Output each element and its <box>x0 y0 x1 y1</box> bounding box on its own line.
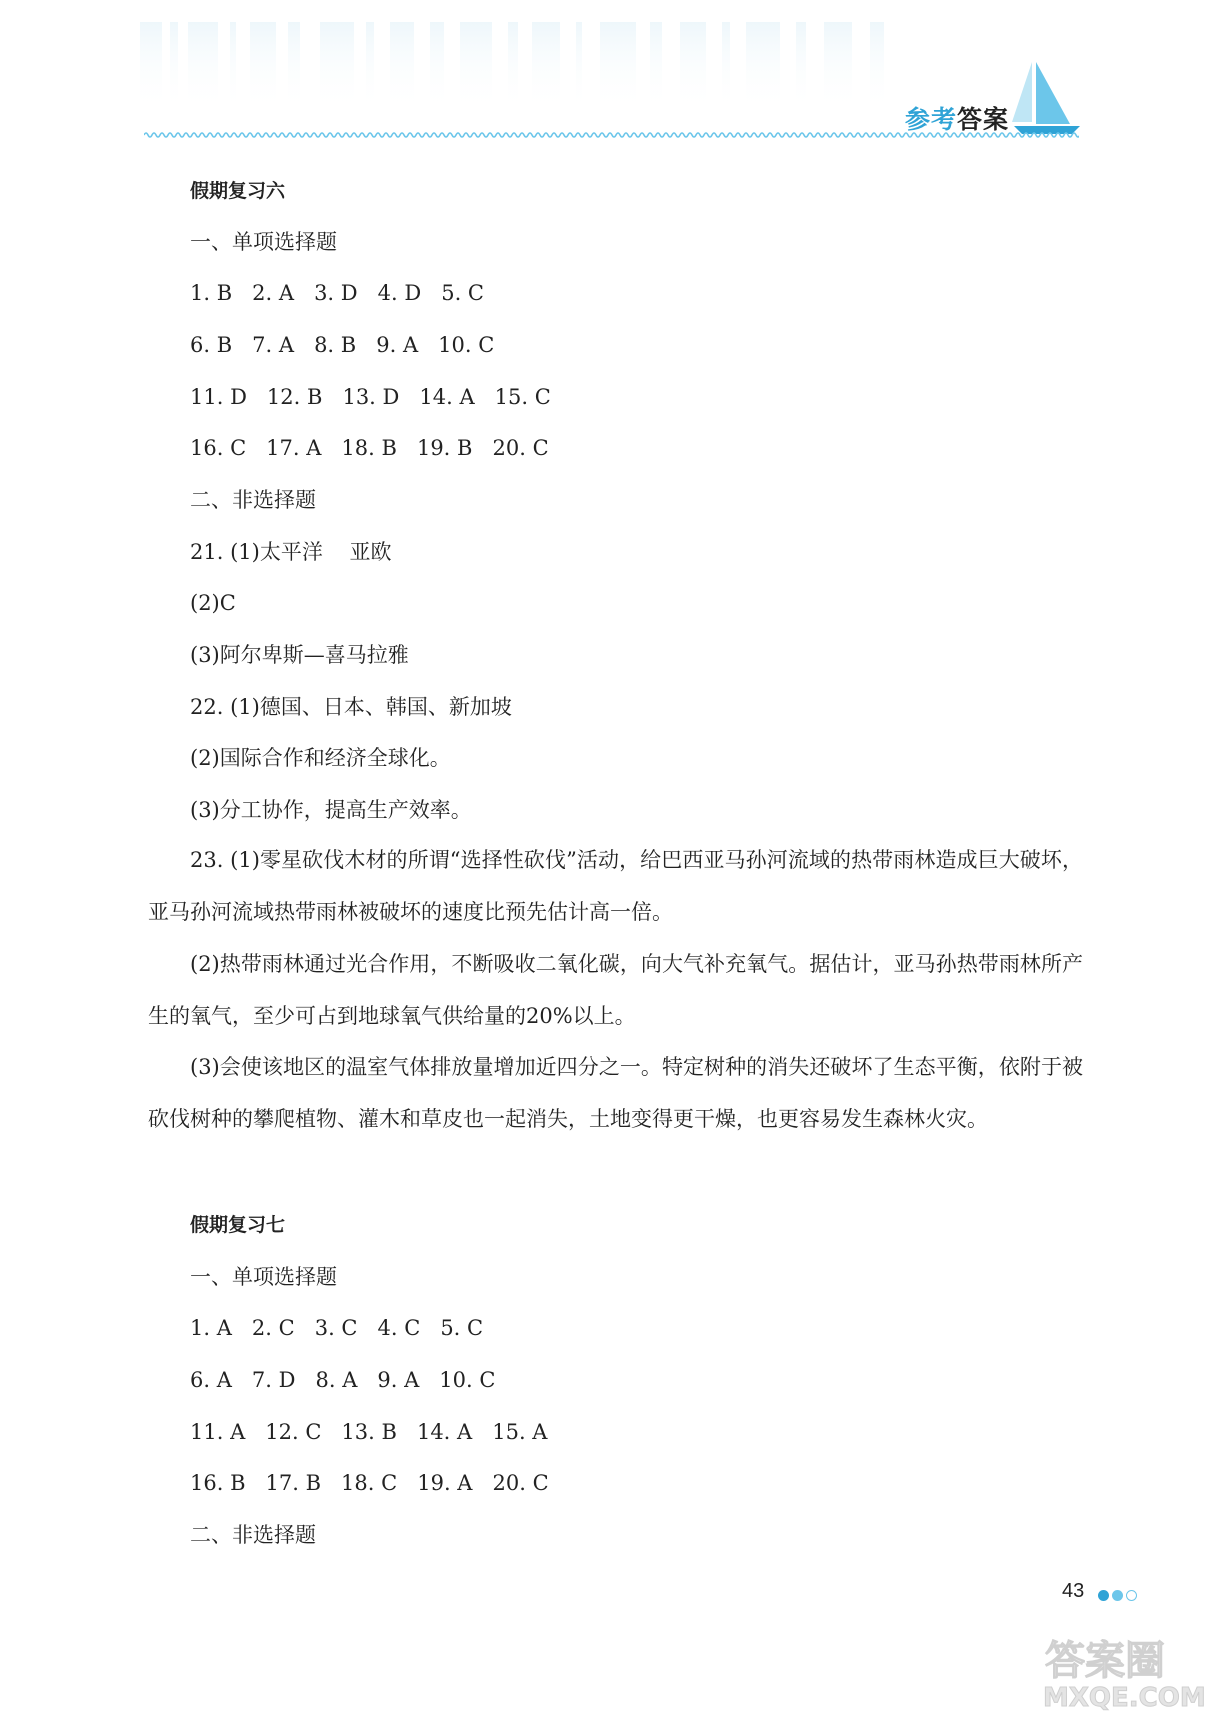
header-title-part1: 参考 <box>905 105 958 134</box>
answer-row: 16. B 17. B 18. C 19. A 20. C <box>190 1471 549 1495</box>
answer-row: 1. A 2. C 3. C 4. C 5. C <box>190 1316 484 1340</box>
answer-line: 21. (1)太平洋 亚欧 <box>190 540 392 564</box>
answer-row: 1. B 2. A 3. D 4. D 5. C <box>190 281 484 305</box>
part-heading: 二、非选择题 <box>190 1523 316 1547</box>
answer-paragraph: (3)会使该地区的温室气体排放量增加近四分之一。特定树种的消失还破坏了生态平衡，依附于被砍伐树种的攀爬植物、灌木和草皮也一起消失，土地变得更干燥，也更容易发生森林火灾。 <box>148 1055 1083 1131</box>
answer-line: 22. (1)德国、日本、韩国、新加坡 <box>190 695 512 719</box>
part-heading: 二、非选择题 <box>190 488 316 512</box>
answer-line: (2)C <box>190 591 236 615</box>
answer-row: 6. B 7. A 8. B 9. A 10. C <box>190 333 495 357</box>
answer-row: 11. D 12. B 13. D 14. A 15. C <box>190 385 551 409</box>
answer-line: (3)分工协作，提高生产效率。 <box>190 798 472 822</box>
watermark-text: MXQE.COM <box>1043 1683 1206 1712</box>
page-number: 43 <box>1062 1580 1085 1602</box>
answer-row: 16. C 17. A 18. B 19. B 20. C <box>190 436 549 460</box>
answer-row: 6. A 7. D 8. A 9. A 10. C <box>190 1368 496 1392</box>
section-title: 假期复习六 <box>190 180 286 202</box>
header-stripes <box>140 22 1040 112</box>
answer-row: 11. A 12. C 13. B 14. A 15. A <box>190 1420 548 1444</box>
site-watermark <box>1035 1630 1215 1712</box>
answer-line: (3)阿尔卑斯—喜马拉雅 <box>190 643 409 667</box>
svg-text:答案圈: 答案圈 <box>1045 1638 1165 1684</box>
answer-line: (2)国际合作和经济全球化。 <box>190 746 451 770</box>
dot-icon <box>1098 1590 1109 1601</box>
sailboat-icon <box>1012 62 1082 137</box>
part-heading: 一、单项选择题 <box>190 1265 337 1289</box>
header-title-part2: 答案 <box>957 105 1010 134</box>
header-wave-divider <box>144 130 1079 140</box>
dot-icon <box>1126 1590 1137 1601</box>
answer-paragraph: (2)热带雨林通过光合作用，不断吸收二氧化碳，向大气补充氧气。据估计，亚马孙热带雨林所产生的氧气，至少可占到地球氧气供给量的20%以上。 <box>148 952 1083 1028</box>
page-dots <box>1098 1585 1140 1604</box>
section-title: 假期复习七 <box>190 1214 286 1236</box>
dot-icon <box>1112 1590 1123 1601</box>
part-heading: 一、单项选择题 <box>190 230 337 254</box>
answer-paragraph: 23. (1)零星砍伐木材的所谓“选择性砍伐”活动，给巴西亚马孙河流域的热带雨林造成巨大破坏，亚马孙河流域热带雨林被破坏的速度比预先估计高一倍。 <box>148 848 1083 924</box>
